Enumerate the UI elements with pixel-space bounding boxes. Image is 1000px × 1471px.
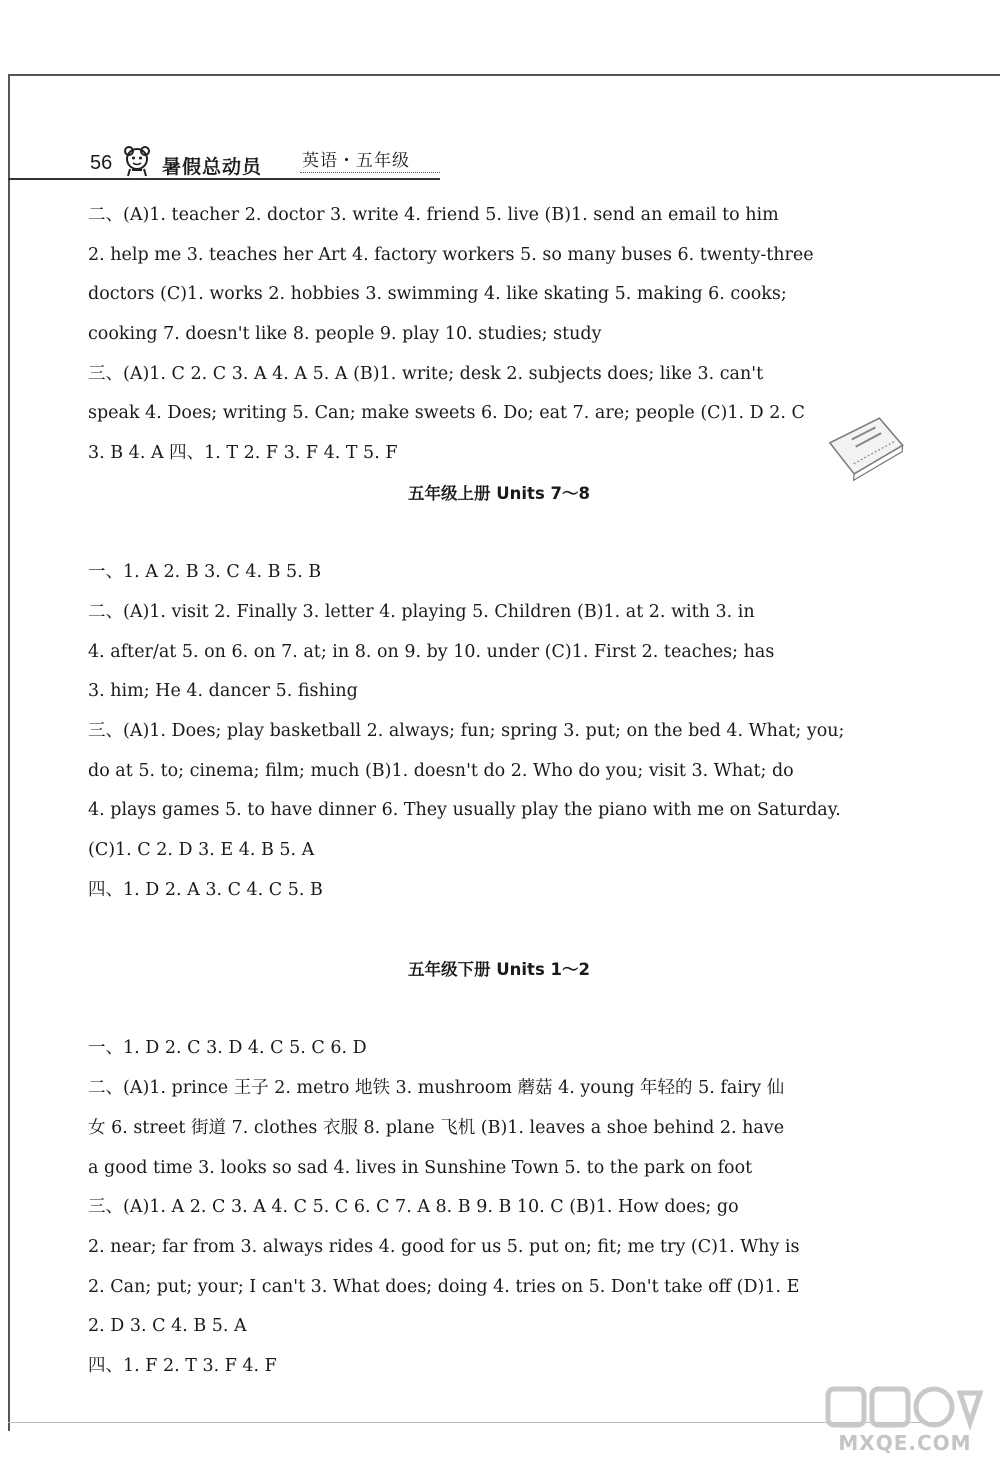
page-header [90,142,440,182]
section-title: 五年级下册 Units 1～2 [408,960,590,980]
subject-label: 英语・五年级 [302,151,410,171]
answer-line: 女 6. street 街道 7. clothes 衣服 8. plane 飞机 (B)1. leaves a shoe behind 2. have [88,1117,785,1138]
page-number: 56 [90,152,113,174]
mascot-icon [120,144,154,178]
answer-line: 二、(A)1. teacher 2. doctor 3. write 4. friend 5. live (B)1. send an email to him [88,205,779,225]
answer-line: 三、(A)1. C 2. C 3. A 4. A 5. A (B)1. write; desk 2. subjects does; like 3. can't [88,363,764,384]
answer-line: 2. D 3. C 4. B 5. A [88,1316,247,1337]
answer-line: 四、1. D 2. A 3. C 4. C 5. B [88,879,323,900]
blank-line [88,990,910,1030]
answer-line: 4. plays games 5. to have dinner 6. They usually play the piano with me on Saturday. [88,800,841,821]
answer-line: 二、(A)1. prince 王子 2. metro 地铁 3. mushroom 蘑菇 4. young 年轻的 5. fairy 仙 [88,1078,785,1099]
answer-line: 三、(A)1. A 2. C 3. A 4. C 5. C 6. C 7. A 8. B 9. B 10. C (B)1. How does; go [88,1197,739,1218]
header-dotted-rule [300,172,440,173]
section-title: 五年级上册 Units 7～8 [408,483,590,503]
answer-line: 一、1. A 2. B 3. C 4. B 5. B [88,562,322,583]
answer-line: 四、1. F 2. T 3. F 4. F [88,1355,277,1376]
answer-content [88,196,910,1387]
blank-line [88,910,910,950]
answer-line: speak 4. Does; writing 5. Can; make sweets 6. Do; eat 7. are; people (C)1. D 2. C [88,403,805,424]
page-edge-bottom [8,1422,940,1423]
answer-line: 2. Can; put; your; I can't 3. What does; doing 4. tries on 5. Don't take off (D)1. E [88,1276,800,1297]
header-rule [8,178,440,180]
answer-line: 3. him; He 4. dancer 5. fishing [88,681,358,702]
blank-line [88,514,910,554]
answer-line: 三、(A)1. Does; play basketball 2. always; fun; spring 3. put; on the bed 4. What; you; [88,720,845,741]
page-edge-top [8,74,1000,76]
answer-line: cooking 7. doesn't like 8. people 9. play 10. studies; study [88,324,602,345]
answer-line: 2. help me 3. teaches her Art 4. factory workers 5. so many buses 6. twenty-three [88,244,814,265]
answer-line: a good time 3. looks so sad 4. lives in Sunshine Town 5. to the park on foot [88,1157,753,1178]
watermark-text: MXQE.COM [838,1431,972,1455]
answer-line: 一、1. D 2. C 3. D 4. C 5. C 6. D [88,1038,367,1059]
answer-line: 4. after/at 5. on 6. on 7. at; in 8. on 9. by 10. under (C)1. First 2. teaches; has [88,641,775,662]
answer-line: 二、(A)1. visit 2. Finally 3. letter 4. playing 5. Children (B)1. at 2. with 3. in [88,601,755,622]
watermark-logo-icon [820,1383,990,1431]
answer-line: do at 5. to; cinema; film; much (B)1. doesn't do 2. Who do you; visit 3. What; do [88,760,794,781]
answer-line: doctors (C)1. works 2. hobbies 3. swimming 4. like skating 5. making 6. cooks; [88,284,787,305]
watermark [820,1383,990,1453]
answer-line: 3. B 4. A 四、1. T 2. F 3. F 4. T 5. F [88,443,398,464]
page-edge-left [8,74,10,1431]
answer-line: 2. near; far from 3. always rides 4. good for us 5. put on; fit; me try (C)1. Why is [88,1236,800,1257]
book-title: 暑假总动员 [162,156,263,178]
answer-line: (C)1. C 2. D 3. E 4. B 5. A [88,840,315,860]
